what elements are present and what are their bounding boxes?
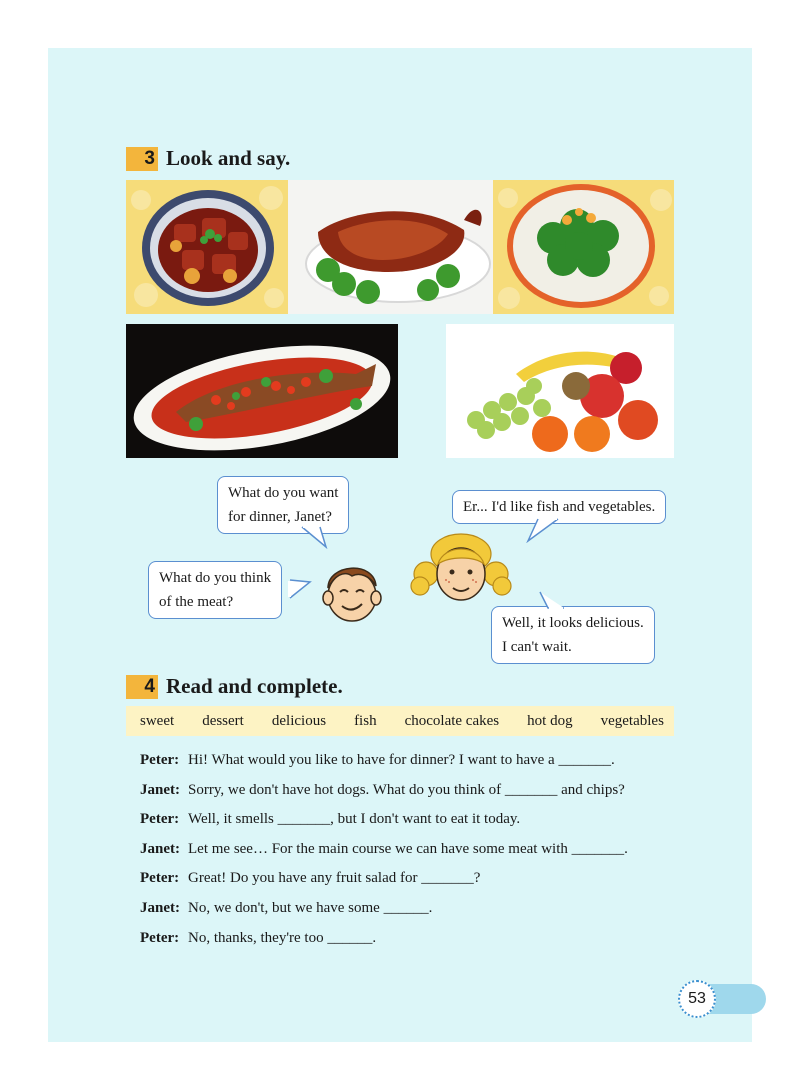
bubble-line: Er... I'd like fish and vegetables.	[463, 499, 656, 515]
word-bank-item: sweet	[140, 712, 175, 729]
roast-duck-photo	[288, 180, 493, 314]
fruit-photo	[446, 324, 674, 458]
braised-pork-photo	[126, 180, 288, 314]
dialogue-text: No, we don't, but we have some ______.	[188, 899, 433, 916]
dialogue-line	[140, 866, 700, 896]
speaker-label: Peter:	[140, 811, 180, 828]
dialogue-line	[140, 837, 700, 867]
section-3-number: 3	[126, 147, 158, 171]
dialogue-line	[140, 778, 700, 808]
dialogue-text: Hi! What would you like to have for dinner? I want to have a _______.	[188, 752, 615, 768]
section-4-number: 4	[126, 675, 158, 699]
speaker-label: Peter:	[140, 870, 180, 887]
bubble-line: Well, it looks delicious.	[502, 615, 644, 631]
bubble-tail	[536, 590, 572, 610]
dialogue-text: Sorry, we don't have hot dogs. What do you think of _______ and chips?	[188, 781, 625, 798]
word-bank-item: vegetables	[600, 712, 664, 729]
dialogue-text: No, thanks, they're too ______.	[188, 929, 377, 946]
bubble-line: for dinner, Janet?	[228, 509, 332, 525]
section-3-title: Look and say.	[166, 146, 291, 170]
boy-face-icon	[314, 558, 390, 624]
page-number: 53	[678, 980, 716, 1018]
word-bank-item: chocolate cakes	[404, 712, 500, 729]
speech-bubble-boy-meat	[148, 561, 282, 619]
dialogue-line	[140, 896, 700, 926]
section-4-header	[126, 674, 343, 699]
speaker-label: Janet:	[140, 899, 180, 916]
bubble-line: of the meat?	[159, 594, 234, 610]
dialogue-line	[140, 748, 700, 778]
word-bank-item: dessert	[202, 712, 244, 729]
dialogue-line	[140, 926, 700, 956]
speaker-label: Peter:	[140, 752, 180, 768]
word-bank-item: delicious	[271, 712, 327, 729]
word-bank-item: fish	[354, 712, 377, 729]
bubble-line: What do you think	[159, 570, 272, 586]
bubble-tail	[300, 525, 334, 549]
girl-face-icon	[408, 530, 514, 606]
page-number-badge	[678, 980, 754, 1020]
dialogue-text: Well, it smells _______, but I don't want to eat it today.	[188, 811, 521, 828]
speaker-label: Janet:	[140, 781, 180, 798]
speaker-label: Peter:	[140, 929, 180, 946]
section-4-title: Read and complete.	[166, 674, 343, 698]
speaker-label: Janet:	[140, 840, 180, 857]
steamed-fish-photo	[126, 324, 398, 458]
dialogue-text: Let me see… For the main course we can have some meat with _______.	[188, 840, 628, 857]
broccoli-photo	[493, 180, 674, 314]
dialogue	[140, 748, 700, 955]
bubble-line: What do you want	[228, 485, 339, 501]
bubble-line: I can't wait.	[502, 639, 572, 655]
bubble-tail	[288, 576, 312, 604]
section-3-header	[126, 146, 290, 171]
speech-bubble-janet-delicious	[491, 606, 655, 664]
bubble-tail	[524, 517, 568, 543]
dialogue-text: Great! Do you have any fruit salad for _______?	[188, 870, 481, 887]
word-bank-item: hot dog	[527, 712, 573, 729]
dialogue-line	[140, 807, 700, 837]
word-bank	[126, 706, 674, 736]
